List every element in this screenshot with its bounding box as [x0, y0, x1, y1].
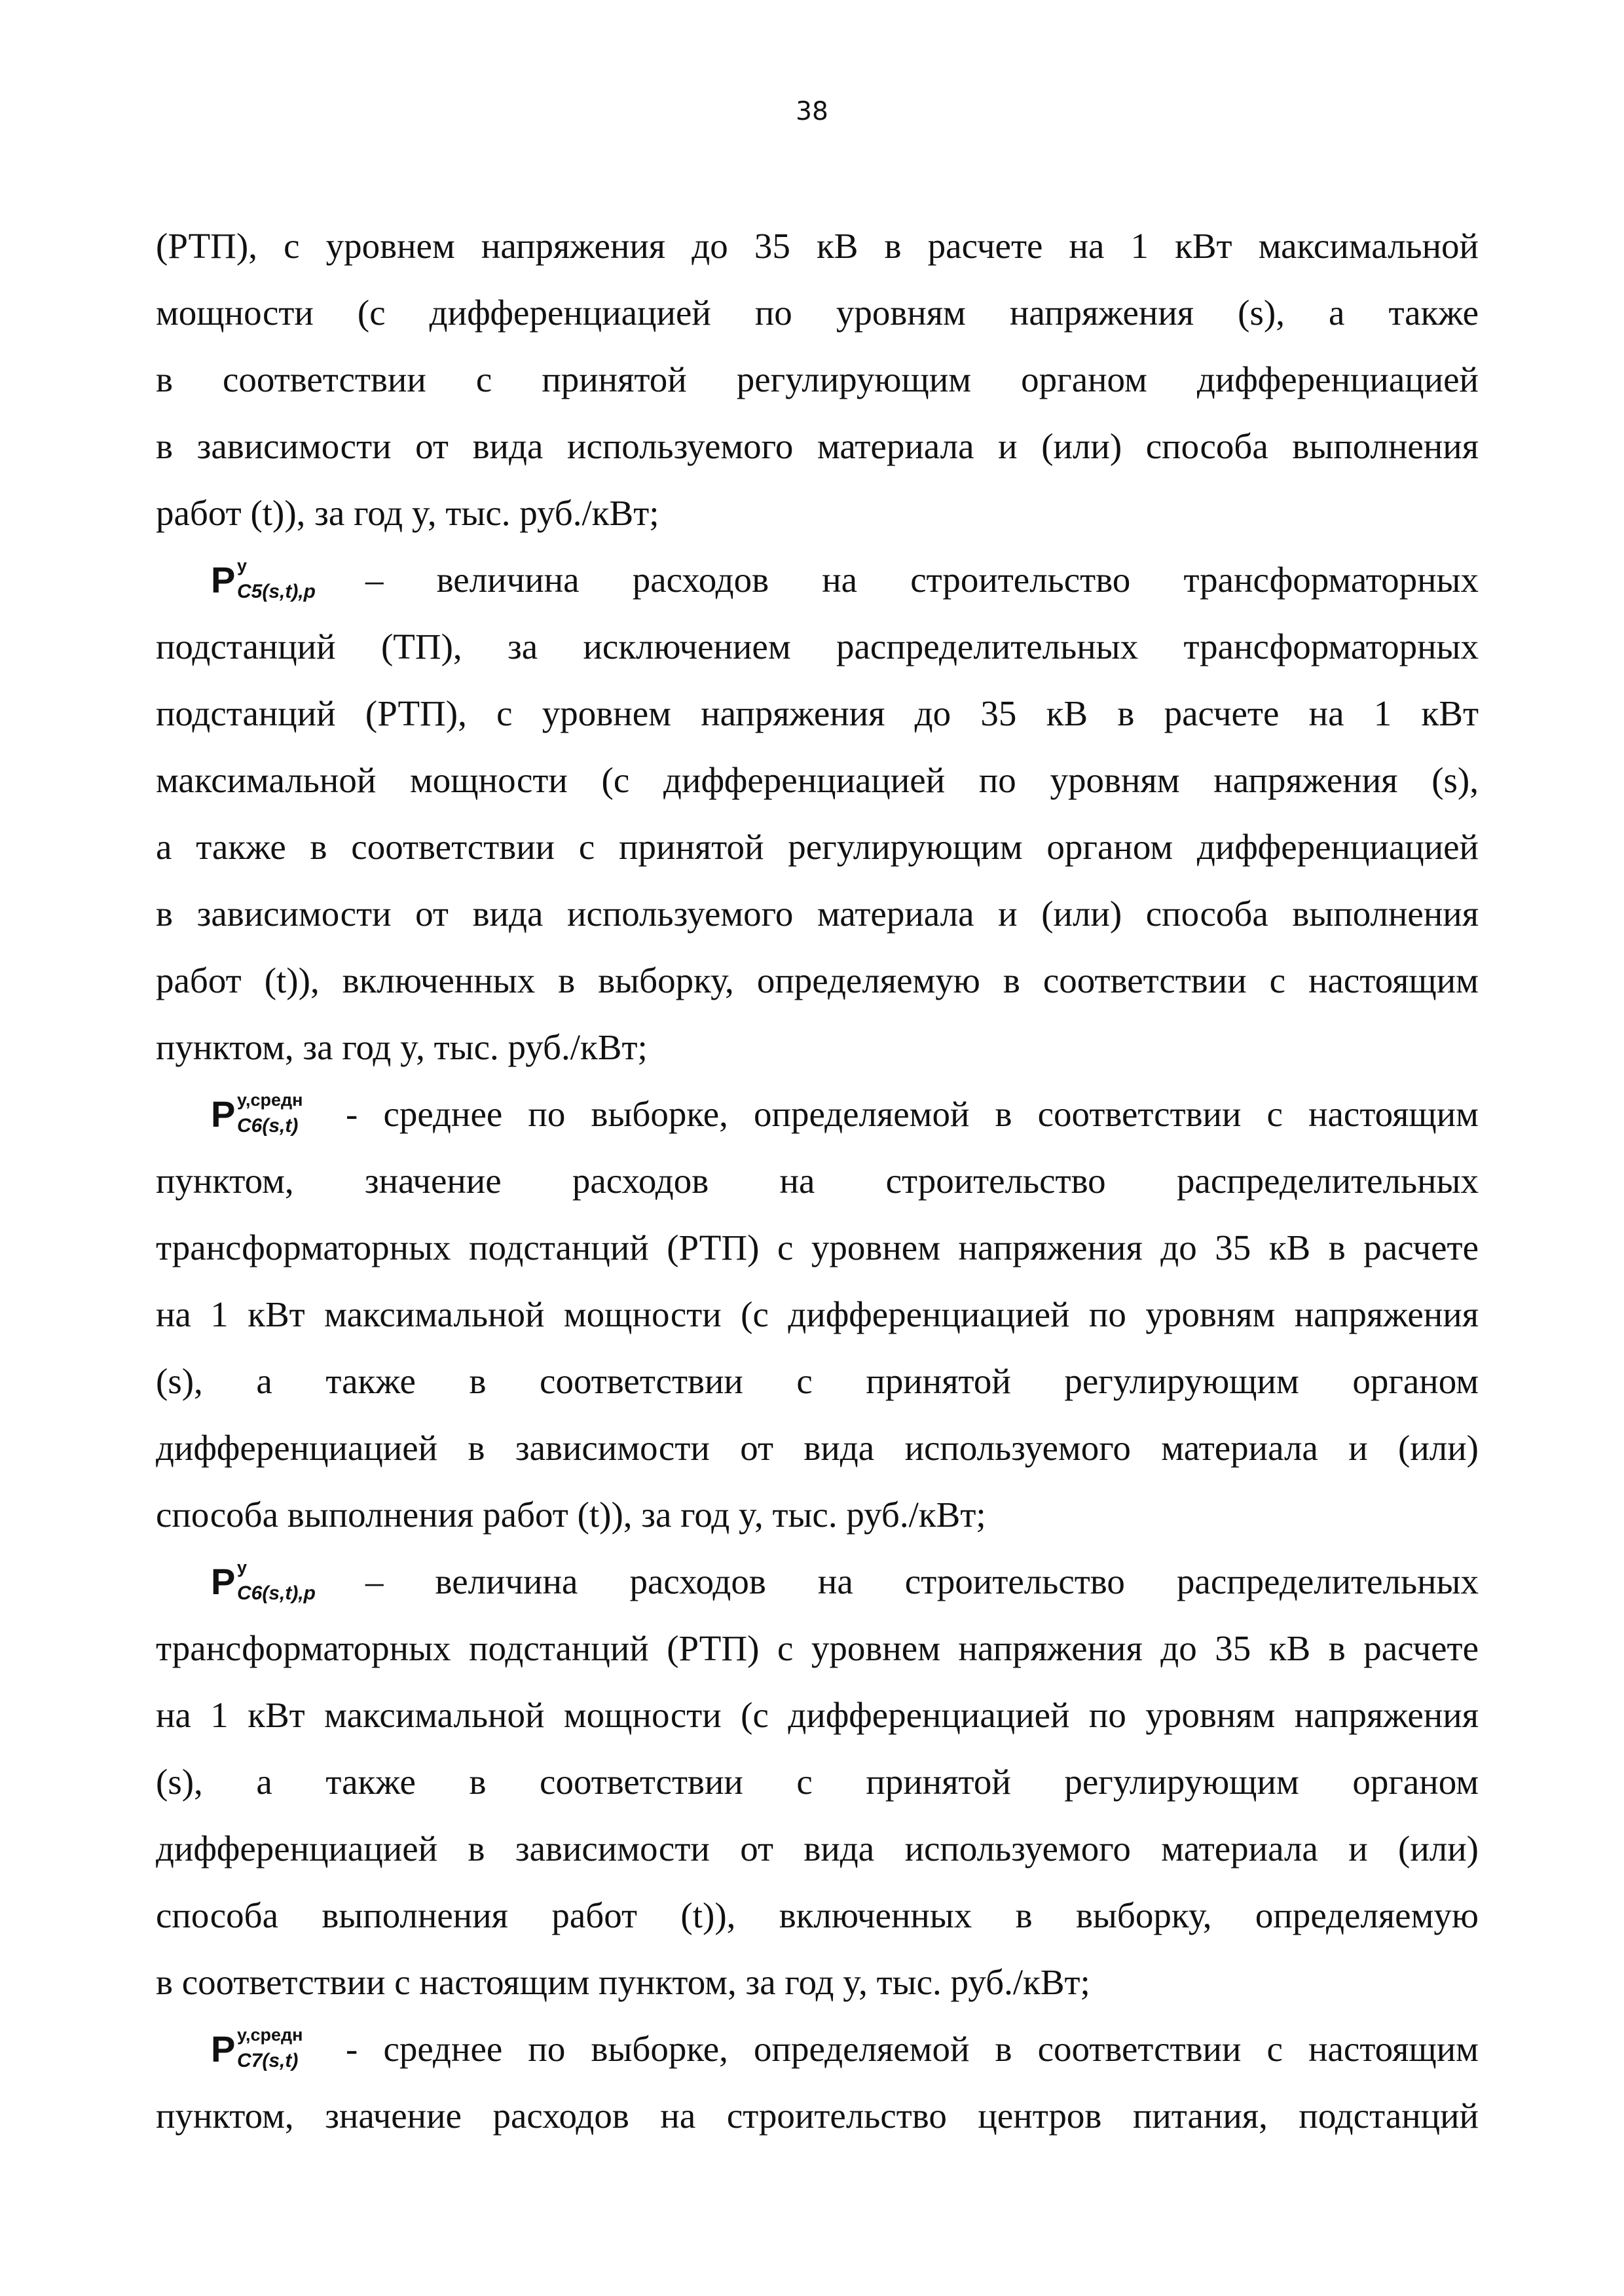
text-line: в зависимости от вида используемого материала и (или) способа выполнения [156, 426, 1479, 466]
text-line: работ (t)), за год y, тыс. руб./кВт; [156, 493, 659, 533]
text-line: мощности (с дифференциацией по уровням напряжения (s), а также [156, 293, 1479, 333]
text-line: (s), а также в соответствии с принятой регулирующим органом [156, 1762, 1479, 1802]
text-line: в соответствии с настоящим пунктом, за год y, тыс. руб./кВт; [156, 1962, 1090, 2002]
definition-line [156, 547, 1479, 613]
text-line: пунктом, значение расходов на строительство распределительных [156, 1161, 1479, 1201]
text-line: трансформаторных подстанций (РТП) с уровнем напряжения до 35 кВ в расчете [156, 1628, 1479, 1668]
formula-symbol-c6-average [211, 1081, 333, 1148]
text-line: работ (t)), включенных в выборку, определяемую в соответствии с настоящим [156, 960, 1479, 1000]
formula-symbol-c6 [211, 1548, 352, 1615]
document-body [156, 213, 1479, 2149]
text-line: на 1 кВт максимальной мощности (с дифференциацией по уровням напряжения [156, 1695, 1479, 1735]
definition-line [156, 1081, 1479, 1148]
paragraph-c5-expenses [156, 547, 1479, 1081]
text-line: дифференциацией в зависимости от вида используемого материала и (или) [156, 1829, 1479, 1868]
formula-symbol-c7-average [211, 2016, 333, 2083]
text-line: максимальной мощности (с дифференциацией по уровням напряжения (s), [156, 760, 1479, 800]
text-line: в соответствии с принятой регулирующим органом дифференциацией [156, 359, 1479, 399]
definition-text: - среднее по выборке, определяемой в соответствии с настоящим [346, 1094, 1479, 1134]
symbol-superscript: y [237, 556, 248, 575]
symbol-base: P [211, 1093, 236, 1135]
text-line: а также в соответствии с принятой регулирующим органом дифференциацией [156, 827, 1479, 867]
formula-symbol-c5 [211, 547, 352, 613]
text-line: подстанций (РТП), с уровнем напряжения до 35 кВ в расчете на 1 кВт [156, 693, 1479, 733]
text-line: на 1 кВт максимальной мощности (с дифференциацией по уровням напряжения [156, 1294, 1479, 1334]
text-line: подстанций (ТП), за исключением распределительных трансформаторных [156, 627, 1479, 666]
text-line: трансформаторных подстанций (РТП) с уровнем напряжения до 35 кВ в расчете [156, 1228, 1479, 1267]
definition-line [156, 1548, 1479, 1615]
symbol-base: P [211, 1561, 236, 1602]
text-line: (РТП), с уровнем напряжения до 35 кВ в расчете на 1 кВт максимальной [156, 226, 1479, 266]
definition-text: – величина расходов на строительство трансформаторных [365, 560, 1479, 600]
definition-line [156, 2016, 1479, 2083]
definition-text: - среднее по выборке, определяемой в соответствии с настоящим [346, 2029, 1479, 2069]
text-line: дифференциацией в зависимости от вида используемого материала и (или) [156, 1428, 1479, 1468]
symbol-superscript: y,средн [237, 2025, 303, 2045]
text-line: (s), а также в соответствии с принятой регулирующим органом [156, 1361, 1479, 1401]
symbol-superscript: y [237, 1558, 248, 1577]
symbol-subscript: C6(s,t) [237, 1115, 299, 1137]
definition-text: – величина расходов на строительство распределительных [365, 1561, 1479, 1601]
symbol-superscript: y,средн [237, 1090, 303, 1110]
text-line: способа выполнения работ (t)), за год y, тыс. руб./кВт; [156, 1495, 986, 1535]
symbol-base: P [211, 2028, 236, 2069]
page-number: 38 [796, 97, 828, 126]
paragraph-c7-average [156, 2016, 1479, 2149]
symbol-subscript: C5(s,t),p [237, 581, 316, 602]
paragraph-c6-average [156, 1081, 1479, 1548]
symbol-subscript: C7(s,t) [237, 2050, 299, 2071]
text-line: в зависимости от вида используемого материала и (или) способа выполнения [156, 894, 1479, 934]
text-line: пунктом, за год y, тыс. руб./кВт; [156, 1027, 648, 1067]
text-line: способа выполнения работ (t)), включенных в выборку, определяемую [156, 1895, 1479, 1935]
symbol-subscript: C6(s,t),p [237, 1582, 316, 1604]
text-line: пунктом, значение расходов на строительство центров питания, подстанций [156, 2096, 1479, 2136]
paragraph-rtp-continuation [156, 213, 1479, 547]
symbol-base: P [211, 559, 236, 600]
paragraph-c6-expenses [156, 1548, 1479, 2016]
